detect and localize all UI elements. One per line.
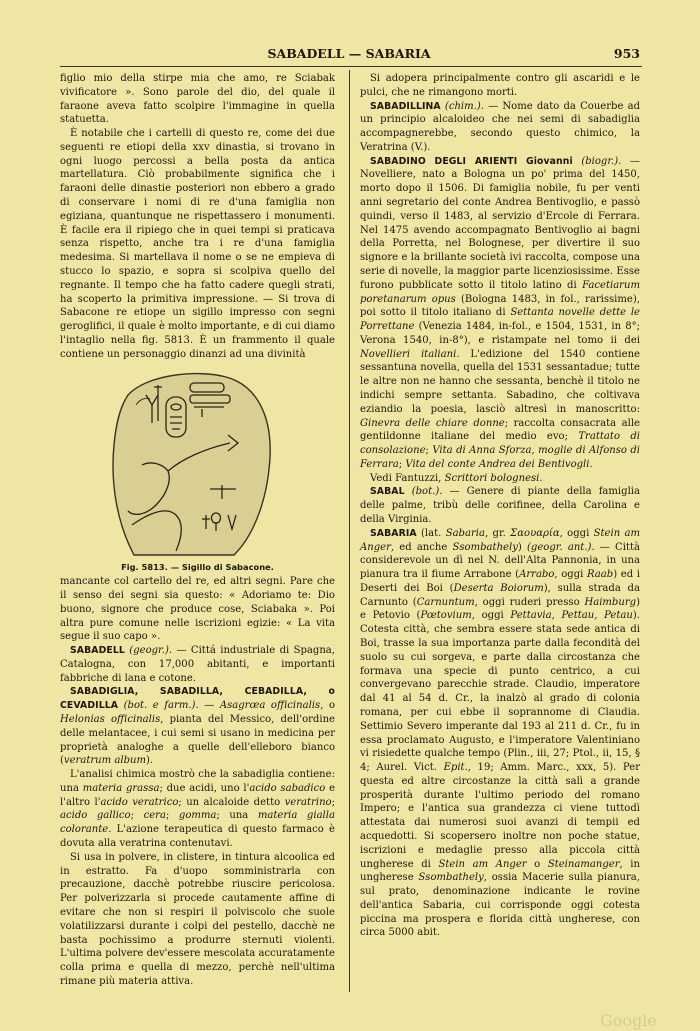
right-column [360, 72, 640, 940]
italic-term: Settanta novelle dette le Porrettane [360, 307, 640, 333]
headword: SABADILLINA [370, 100, 441, 112]
italic-term: (geogr. ant.) [526, 541, 592, 553]
italic-term: Trattato di consolazione [360, 431, 640, 457]
entry-text: ; raccolta consacrata alle gentildonne italiane del medio evo; [360, 417, 640, 443]
headword: SABADIGLIA, SABADILLA, CEBADILLA, o CEVADILLA [60, 686, 335, 712]
entry-text: , ossia Macerie sulla pianura, sul prato, denominazione indicante le rovine dell'antica Sabaria, cui corrisponde oggi cotesta piccina ma prospera e florida città ungherese, con circa 5000 abit. [360, 872, 640, 939]
entry-text: — Nome dato da Couerbe ad un principio alcaloideo che nei semi di sabadiglia accompagnerebbe, secondo questo chimico, la Veratrina (V.). [360, 100, 640, 153]
entry-text: . [589, 458, 593, 470]
text: ; due acidi, uno l' [159, 782, 250, 794]
entry-sabadino [360, 155, 640, 472]
italic-term: Haimburg [584, 596, 637, 608]
entry-text: ) ed i Deserti dei Boi ( [360, 569, 640, 594]
entry-text: — Cittá industriale di Spagna, Catalogna, con 17,000 abitanti, e importanti fabbriche di lana e cotone. [60, 645, 335, 684]
entry-text: (lat. [416, 527, 446, 539]
italic-term: Carnuntum [416, 596, 475, 608]
italic-term: Deserta Boiorum [453, 582, 544, 594]
entry-text: , ed anche [390, 541, 453, 553]
entry-sabadell [60, 644, 335, 685]
paragraph-senso: mancante col cartello del re, ed altri segni. Pare che il senso dei segni sia questo: « Adoriamo te: Dio buono, signore che produce cose, Sciabaka ». Poi altra pure comune nelle iscrizioni egizie: « La vita segue il suo capo ». [60, 576, 335, 643]
entry-text: ) e Petovio ( [360, 596, 640, 622]
entry-sabadillina [360, 100, 640, 155]
entry-text: , oggi ruderi presso [474, 596, 585, 608]
entry-text: (Venezia 1484, in-fol., e 1504, 1531, in 8°; Verona 1540, in-8°), e ristampate nel tomo ii dei [360, 321, 640, 346]
entry-tag: (chim.). [444, 100, 484, 112]
headword: SABADINO DEGLI ARIENTI Giovanni [370, 155, 573, 167]
italic-term: materia grassa [82, 782, 160, 794]
entry-sabal [360, 485, 640, 526]
paragraph-cartelli: È notabile che i cartelli di questo re, come dei due seguenti re etiopi della xxv dinastia, si trovano in ogni luogo percossi a bella posta da antica martellatura. Ciò probabilmente significa che i faraoni delle dinastie posteriori non ebbero a grado di conservare i nomi di re d'una famiglia non egiziana, quantunque ne rispettassero i monumenti. È facile era il ripiego che in quei tempi si praticava senza rispetto, anche tra i re d'una famiglia medesima. Si martellava il nome o se ne empieva di stucco lo spazio, e sopra si scolpiva quello del regnante. Il tempo che ha fatto cadere quegli strati, ha scoperto la primitiva impressione. — Si trova di Sabacone re etiope un sigillo impresso con segni geroglifici, il quale è molto importante, e di cui diamo l'intaglio nella fig. 5813. È un frammento il quale contiene un personaggio dinanzi ad una divinità [60, 128, 335, 360]
entry-text: , in ungherese [360, 858, 640, 884]
italic-term: Novellieri italiani [360, 348, 457, 360]
entry-tag: (geogr.). [129, 645, 173, 657]
entry-text: , o [320, 700, 335, 712]
text: ; un alcaloide detto [178, 796, 285, 808]
entry-tag: (bot. e farm.). [123, 700, 199, 712]
entry-text: , oggi [554, 569, 587, 581]
figure-caption: Fig. 5813. — Sigillo di Sabacone. [121, 562, 274, 573]
entry-text: , oggi [471, 610, 511, 622]
italic-term: Stein am Anger [360, 527, 640, 553]
entry-text: , oggi [559, 527, 594, 539]
figure-5813 [60, 365, 335, 561]
italic-term: Stein am Anger [438, 858, 527, 870]
italic-term: Steinamanger [547, 858, 620, 870]
entry-sabaria [360, 527, 640, 940]
text: Vedi Fantuzzi, [370, 472, 445, 484]
seal-illustration [106, 365, 276, 559]
text: e l'altro l' [60, 782, 336, 808]
headword: SABADELL [70, 645, 125, 657]
italic-term: Vita di Anna Sforza, moglie di Alfonso di Ferrara [360, 445, 640, 470]
entry-text: ). [146, 755, 154, 767]
paragraph-uso: Si usa in polvere, in clistere, in tintura alcoolica ed in estratto. Fa d'uopo somministrarla con precauzione, dacchè potrebbe riuscire pericolosa. Per polverizzarla si procede cautamente affine di evitare che non si respiri il polviscolo che suole volatilizzarsi durante i colpi del pestello, dacchè ne basta pochissimo a produrre sternuti violenti. L'ultima polvere dev'essere mescolata accuratamente colla prima e quella di mezzo, perchè nell'ultima rimane più materia attiva. [60, 851, 335, 987]
italic-term: Asagrœa officinalis [219, 700, 321, 712]
entry-text: ; [398, 458, 406, 470]
text: ; [165, 810, 179, 822]
entry-text: — [198, 700, 220, 712]
entry-text: — Novelliere, nato a Bologna un po' prima del 1450, morto dopo il 1506. Di famiglia nobile, fu per venti anni segretario del conte Andrea Bentivoglio, e passò quindi, verso il 1483, al servizio d'Ercole di Ferrara. Nel 1475 avendo accompagnato Bentivoglio ai bagni della Porretta, nel Bolognese, per divertire il suo signore e la brillante società ivi raccolta, compose una serie di novelle, la maggior parte licenziosissime. Esse furono pubblicate sotto il titolo latino di [360, 155, 640, 291]
italic-term: acido veratrico [100, 796, 179, 808]
italic-term: Pœtovium [420, 610, 472, 622]
italic-term: gomma [178, 810, 217, 822]
italic-term: Ssombathely [418, 872, 484, 884]
entry-text: , 19; Amm. Marc., xxx, 5). Per questa ed altre circostanze la città salì a grande prosperità durante l'ultimo periodo del romano Impero; e l'antica sua grandezza ci viene tuttodì attestata dai numerosi suoi avanzi di tempii ed acquedotti. Si scopersero inoltre non poche statue, iscrizioni e medaglie presso alla piccola città ungherese di [360, 762, 640, 870]
italic-term: Sabaria [445, 527, 485, 539]
italic-term: Facetiarum poretanarum opus [360, 279, 640, 305]
italic-term: Raab [587, 569, 614, 581]
text: . L'azione terapeutica di questo farmaco è dovuta alla veratrina contenutavi. [60, 824, 335, 850]
paragraph-statuetta: figlio mio della stirpe mia che amo, re Sciabak vivificatore ». Sono parole del dio, del quale il faraone aveva fatto scolpire l'immagine in quella statuetta. [60, 73, 335, 126]
entry-text: ). Cotesta città, che sembra essere stata sede antica di Boi, trasse la sua importanza parte dalla fecondità del suolo su cui sorgeva, e parte dalla circostanza che formava una specie di punto centrico, a cui convergevano parecchie strade. Claudio, imperatore dal 41 al 54 d. Cr., la inalzò al grado di colonia romana, per cui ebbe il soprannome di Claudia. Settimio Severo imperante dal 193 al 211 d. Cr., fu in essa proclamato Augusto, e l'imperatore Valentiniano vi risiedette qualche tempo (Plin., iii, 27; Ptol., ii, 15, § 4; Aurel. Vict. [360, 610, 640, 774]
entry-text: ), sulla strada da Carnunto ( [360, 582, 640, 608]
italic-term: Pettavia, Pettau, Petau [510, 610, 633, 622]
left-column [60, 72, 335, 989]
italic-term: cera [143, 810, 166, 822]
entry-text: o [526, 858, 548, 870]
header-rule [60, 66, 642, 67]
entry-text: ; [425, 445, 433, 457]
paragraph-analisi [60, 768, 335, 851]
italic-term: acido gallico [60, 810, 131, 822]
scan-watermark: Google [600, 1011, 657, 1030]
text: ; una [216, 810, 258, 822]
entry-tag: (biogr.). [581, 155, 622, 167]
entry-text: . — Città considerevole un dì nel N. dell'Alta Pannonia, in una pianura tra il fiume Arrabone ( [360, 541, 640, 581]
entry-text: — Genere di piante della famiglia delle palme, tribù delle corifinee, della Carolina e della Virginia. [360, 486, 640, 525]
entry-text: . L'edizione del 1540 contiene sessantuna novella, quella del 1531 sessantadue; tutte le altre non ne hanno che sessanta, benchè il titolo ne indichi sempre settanta. Sabadino, che coltivava eziandio la poesia, lasciò altresì in manoscritto: [360, 348, 640, 415]
paragraph-adopera: Si adopera principalmente contro gli ascaridi e le pulci, che ne rimangono morti. [360, 73, 640, 98]
page-number: 953 [613, 46, 640, 61]
entry-tag: (bot.). [411, 486, 443, 498]
italic-term: acido sabadico [249, 782, 326, 794]
italic-term: veratrum album [63, 755, 146, 767]
italic-term: Ssombathely [452, 541, 518, 553]
italic-term: Helonias officinalis [60, 714, 161, 725]
entry-text: , gr. [485, 527, 511, 539]
column-divider [349, 70, 350, 992]
entry-text: (Bologna 1483, in fol., rarissime), poi sotto il titolo italiano di [360, 293, 640, 319]
text: ; [331, 796, 335, 808]
italic-term: Scrittori bolognesi [444, 472, 540, 484]
running-header [58, 44, 640, 64]
text: L'analisi chimica mostrò che la sabadiglia contiene: una [60, 769, 335, 794]
entry-text: , pianta del Messico, dell'ordine delle melantacee, i cui semi si usano in medicina per proprietà analoghe a quelle dell'elleboro bianco ( [60, 714, 335, 767]
headword: SABARIA [370, 527, 417, 539]
header-title: SABADELL — SABARIA [267, 46, 431, 61]
italic-term: Vita del conte Andrea dei Bentivogli [405, 458, 590, 470]
entry-sabadiglia [60, 685, 335, 768]
italic-term: veratrino [284, 796, 332, 808]
text: ; [130, 810, 144, 822]
italic-term: materia gialla colorante [60, 810, 335, 836]
italic-term: Ginevra delle chiare donne [360, 417, 505, 429]
headword: SABAL [370, 486, 405, 498]
paragraph-vedi [360, 472, 640, 486]
greek-term: Σαουαρία [510, 527, 560, 539]
italic-term: Epit. [443, 762, 468, 774]
italic-term: Arrabo [519, 569, 555, 581]
entry-text: ) [517, 541, 527, 553]
text: . [539, 472, 543, 484]
